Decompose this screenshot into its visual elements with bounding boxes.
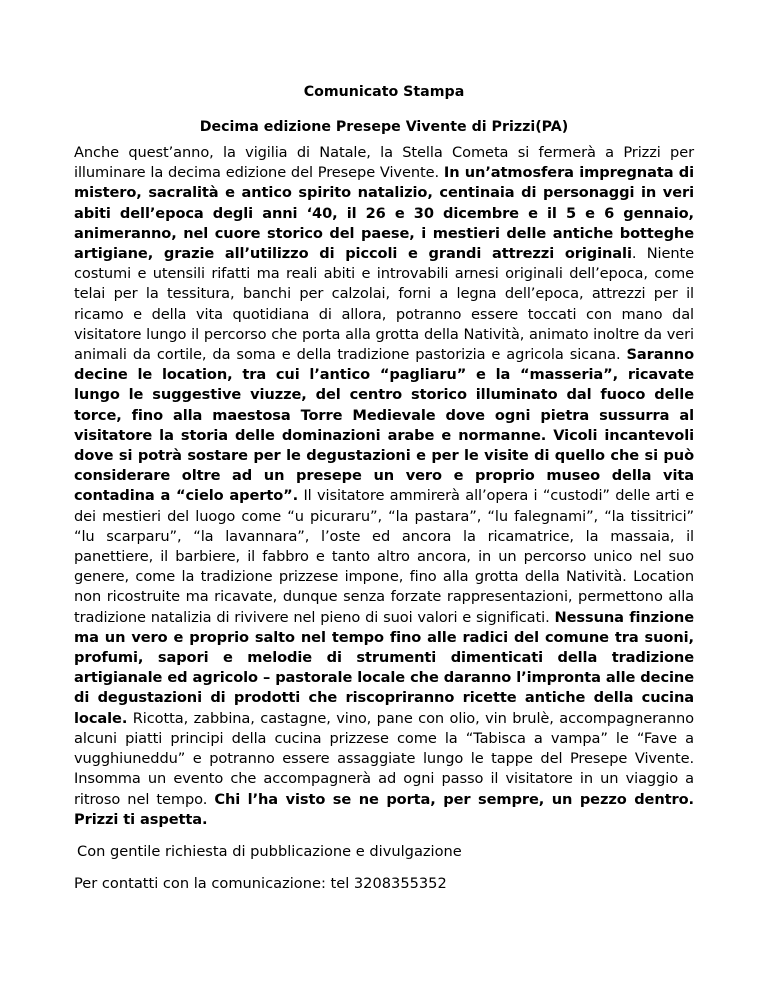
- body-segment-bold: Chi l’ha visto se ne porta, per sempre, un pezzo dentro. Prizzi ti aspetta.: [74, 790, 694, 828]
- document-subtitle: Decima edizione Presepe Vivente di Prizzi(PA): [199, 119, 569, 135]
- body-paragraph: [74, 143, 694, 830]
- body-segment-bold: In un’atmosfera impregnata di mistero, sacralità e antico spirito natalizio, centinaia di personaggi in veri abiti dell’epoca degli anni ‘40, il 26 e 30 dicembre e il 5 e 6 gennaio, animeranno, nel cuore storico del paese, i mestieri delle antiche botteghe artigiane, grazie all’utilizzo di piccoli e grandi attrezzi originali: [74, 164, 694, 263]
- publication-request: Con gentile richiesta di pubblicazione e divulgazione: [77, 842, 462, 860]
- body-segment-bold: Nessuna finzione ma un vero e proprio salto nel tempo fino alle radici del comune tra suoni, profumi, sapori e melodie di strumenti dimenticati della tradizione artigianale ed agricolo – pastorale locale che daranno l’impronta alle decine di degustazioni di prodotti che riscopriranno ricette antiche della cucina locale.: [74, 608, 694, 727]
- document-title: Comunicato Stampa: [303, 84, 465, 100]
- body-segment: Il visitatore ammirerà all’opera i “custodi” delle arti e dei mestieri del luogo come “u picuraru”, “la pastara”, “lu falegnami”, “la tissitrici” “lu scarparu”, “la lavannara”, l’oste ed ancora la ricamatrice, la massaia, il panettiere, il barbiere, il fabbro e tanto altro ancora, in un percorso unico nel suo genere, come la tradizione prizzese impone, fino alla grotta della Natività. Location non ricostruite ma ricavate, dunque senza forzate rappresentazioni, permettono alla tradizione natalizia di rivivere nel pieno di suoi valori e significati.: [74, 487, 694, 626]
- body-segment: . Niente costumi e utensili rifatti ma reali abiti e introvabili arnesi originali dell’epoca, come telai per la tessitura, banchi per calzolai, forni a legna dell’epoca, attrezzi per il ricamo e della vita quotidiana di allora, potranno essere toccati con mano dal visitatore lungo il percorso che porta alla grotta della Natività, animato inoltre da veri animali da cortile, da soma e della tradizione pastorizia e agricola sicana.: [74, 245, 694, 364]
- contact-line: Per contatti con la comunicazione: tel 3208355352: [74, 874, 447, 892]
- body-segment: Ricotta, zabbina, castagne, vino, pane con olio, vin brulè, accompagneranno alcuni piatti principi della cucina prizzese come la “Tabisca a vampa” le “Fave a vugghiuneddu” e potranno essere assaggiate lungo le tappe del Presepe Vivente. Insomma un evento che accompagnerà ad ogni passo il visitatore in un viaggio a ritroso nel tempo.: [74, 709, 694, 808]
- press-release-page: [74, 82, 694, 894]
- body-segment-bold: Saranno decine le location, tra cui l’antico “pagliaru” e la “masseria”, ricavate lungo le suggestive viuzze, del centro storico illuminato dal fuoco delle torce, fino alla maestosa Torre Medievale dove ogni pietra sussurra al visitatore la storia delle dominazioni arabe e normanne. Vicoli incantevoli dove si potrà sostare per le degustazioni e per le visite di quello che si può considerare oltre ad un presepe un vero e proprio museo della vita contadina a “cielo aperto”.: [74, 346, 694, 505]
- body-segment: Anche quest’anno, la vigilia di Natale, la Stella Cometa si fermerà a Prizzi per illuminare la decima edizione del Presepe Vivente.: [74, 144, 694, 182]
